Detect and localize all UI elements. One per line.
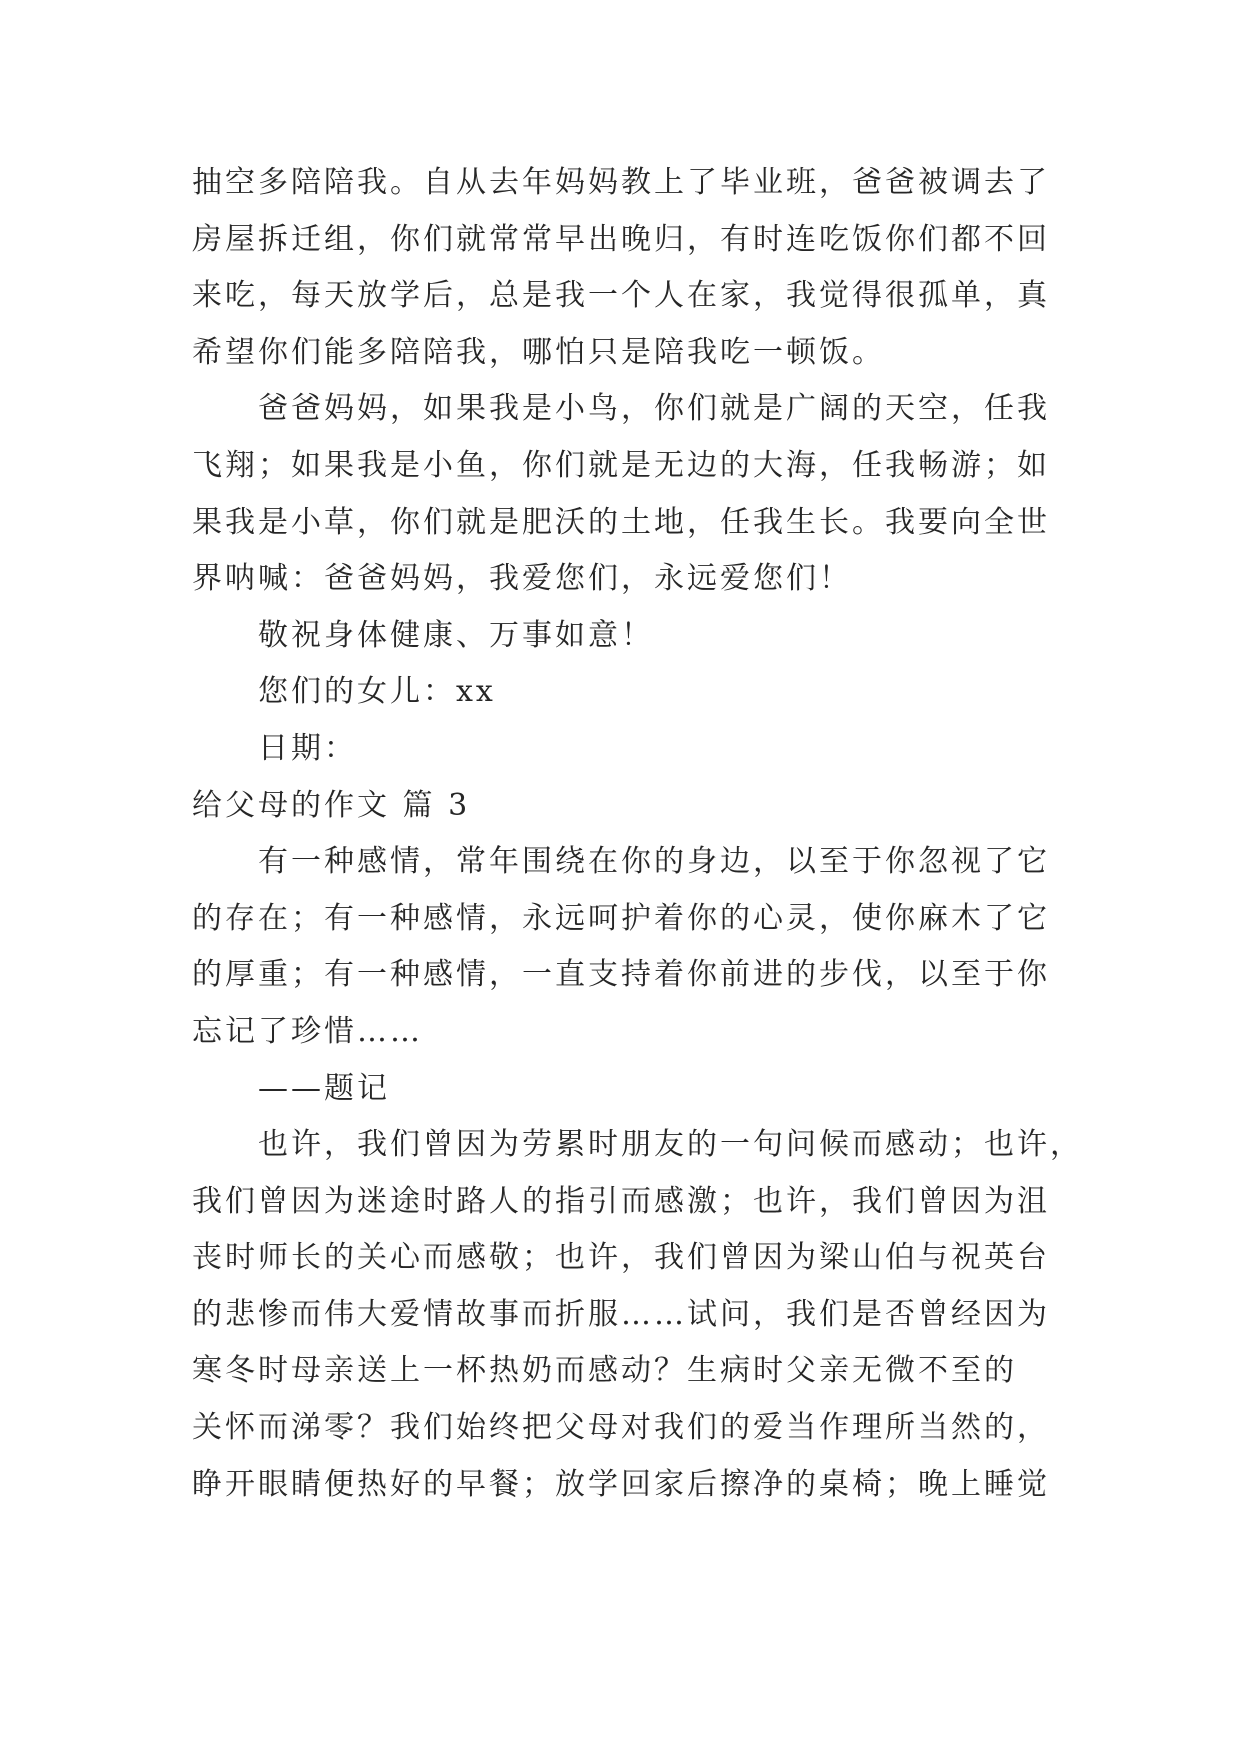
signature-line: 您们的女儿：xx (258, 674, 496, 710)
paragraph-first-line: 爸爸妈妈，如果我是小鸟，你们就是广阔的天空，任我 (258, 391, 1050, 427)
body-line: 来吃，每天放学后，总是我一个人在家，我觉得很孤单，真 (192, 278, 1050, 314)
body-line: 飞翔；如果我是小鱼，你们就是无边的大海，任我畅游；如 (192, 447, 1050, 483)
paragraph-first-line: 也许，我们曾因为劳累时朋友的一句问候而感动；也许， (258, 1127, 1083, 1163)
body-line: 的悲惨而伟大爱情故事而折服……试问，我们是否曾经因为 (192, 1296, 1050, 1332)
body-line: 寒冬时母亲送上一杯热奶而感动？生病时父亲无微不至的 (192, 1353, 1017, 1389)
body-line: 忘记了珍惜…… (192, 1013, 423, 1049)
date-line: 日期： (258, 730, 357, 766)
body-line: 的存在；有一种感情，永远呵护着你的心灵，使你麻木了它 (192, 900, 1050, 936)
body-line: 界呐喊：爸爸妈妈，我爱您们，永远爱您们！ (192, 561, 852, 597)
document-body (192, 155, 1083, 1513)
body-line: 的厚重；有一种感情，一直支持着你前进的步伐，以至于你 (192, 957, 1050, 993)
epigraph-attribution: ——题记 (258, 1070, 390, 1106)
body-line: 丧时师长的关心而感敬；也许，我们曾因为梁山伯与祝英台 (192, 1240, 1050, 1276)
body-line: 睁开眼睛便热好的早餐；放学回家后擦净的桌椅；晚上睡觉 (192, 1466, 1050, 1502)
body-line: 我们曾因为迷途时路人的指引而感激；也许，我们曾因为沮 (192, 1183, 1050, 1219)
paragraph-first-line: 有一种感情，常年围绕在你的身边，以至于你忽视了它 (258, 844, 1050, 880)
body-line: 希望你们能多陪陪我，哪怕只是陪我吃一顿饭。 (192, 334, 885, 370)
body-line: 关怀而涕零？我们始终把父母对我们的爱当作理所当然的， (192, 1410, 1050, 1446)
body-line: 抽空多陪陪我。自从去年妈妈教上了毕业班，爸爸被调去了 (192, 165, 1050, 200)
closing-wish: 敬祝身体健康、万事如意！ (258, 617, 654, 653)
body-line: 房屋拆迁组，你们就常常早出晚归，有时连吃饭你们都不回 (192, 221, 1050, 257)
section-heading: 给父母的作文 篇 3 (192, 787, 471, 823)
body-line: 果我是小草，你们就是肥沃的土地，任我生长。我要向全世 (192, 504, 1050, 540)
